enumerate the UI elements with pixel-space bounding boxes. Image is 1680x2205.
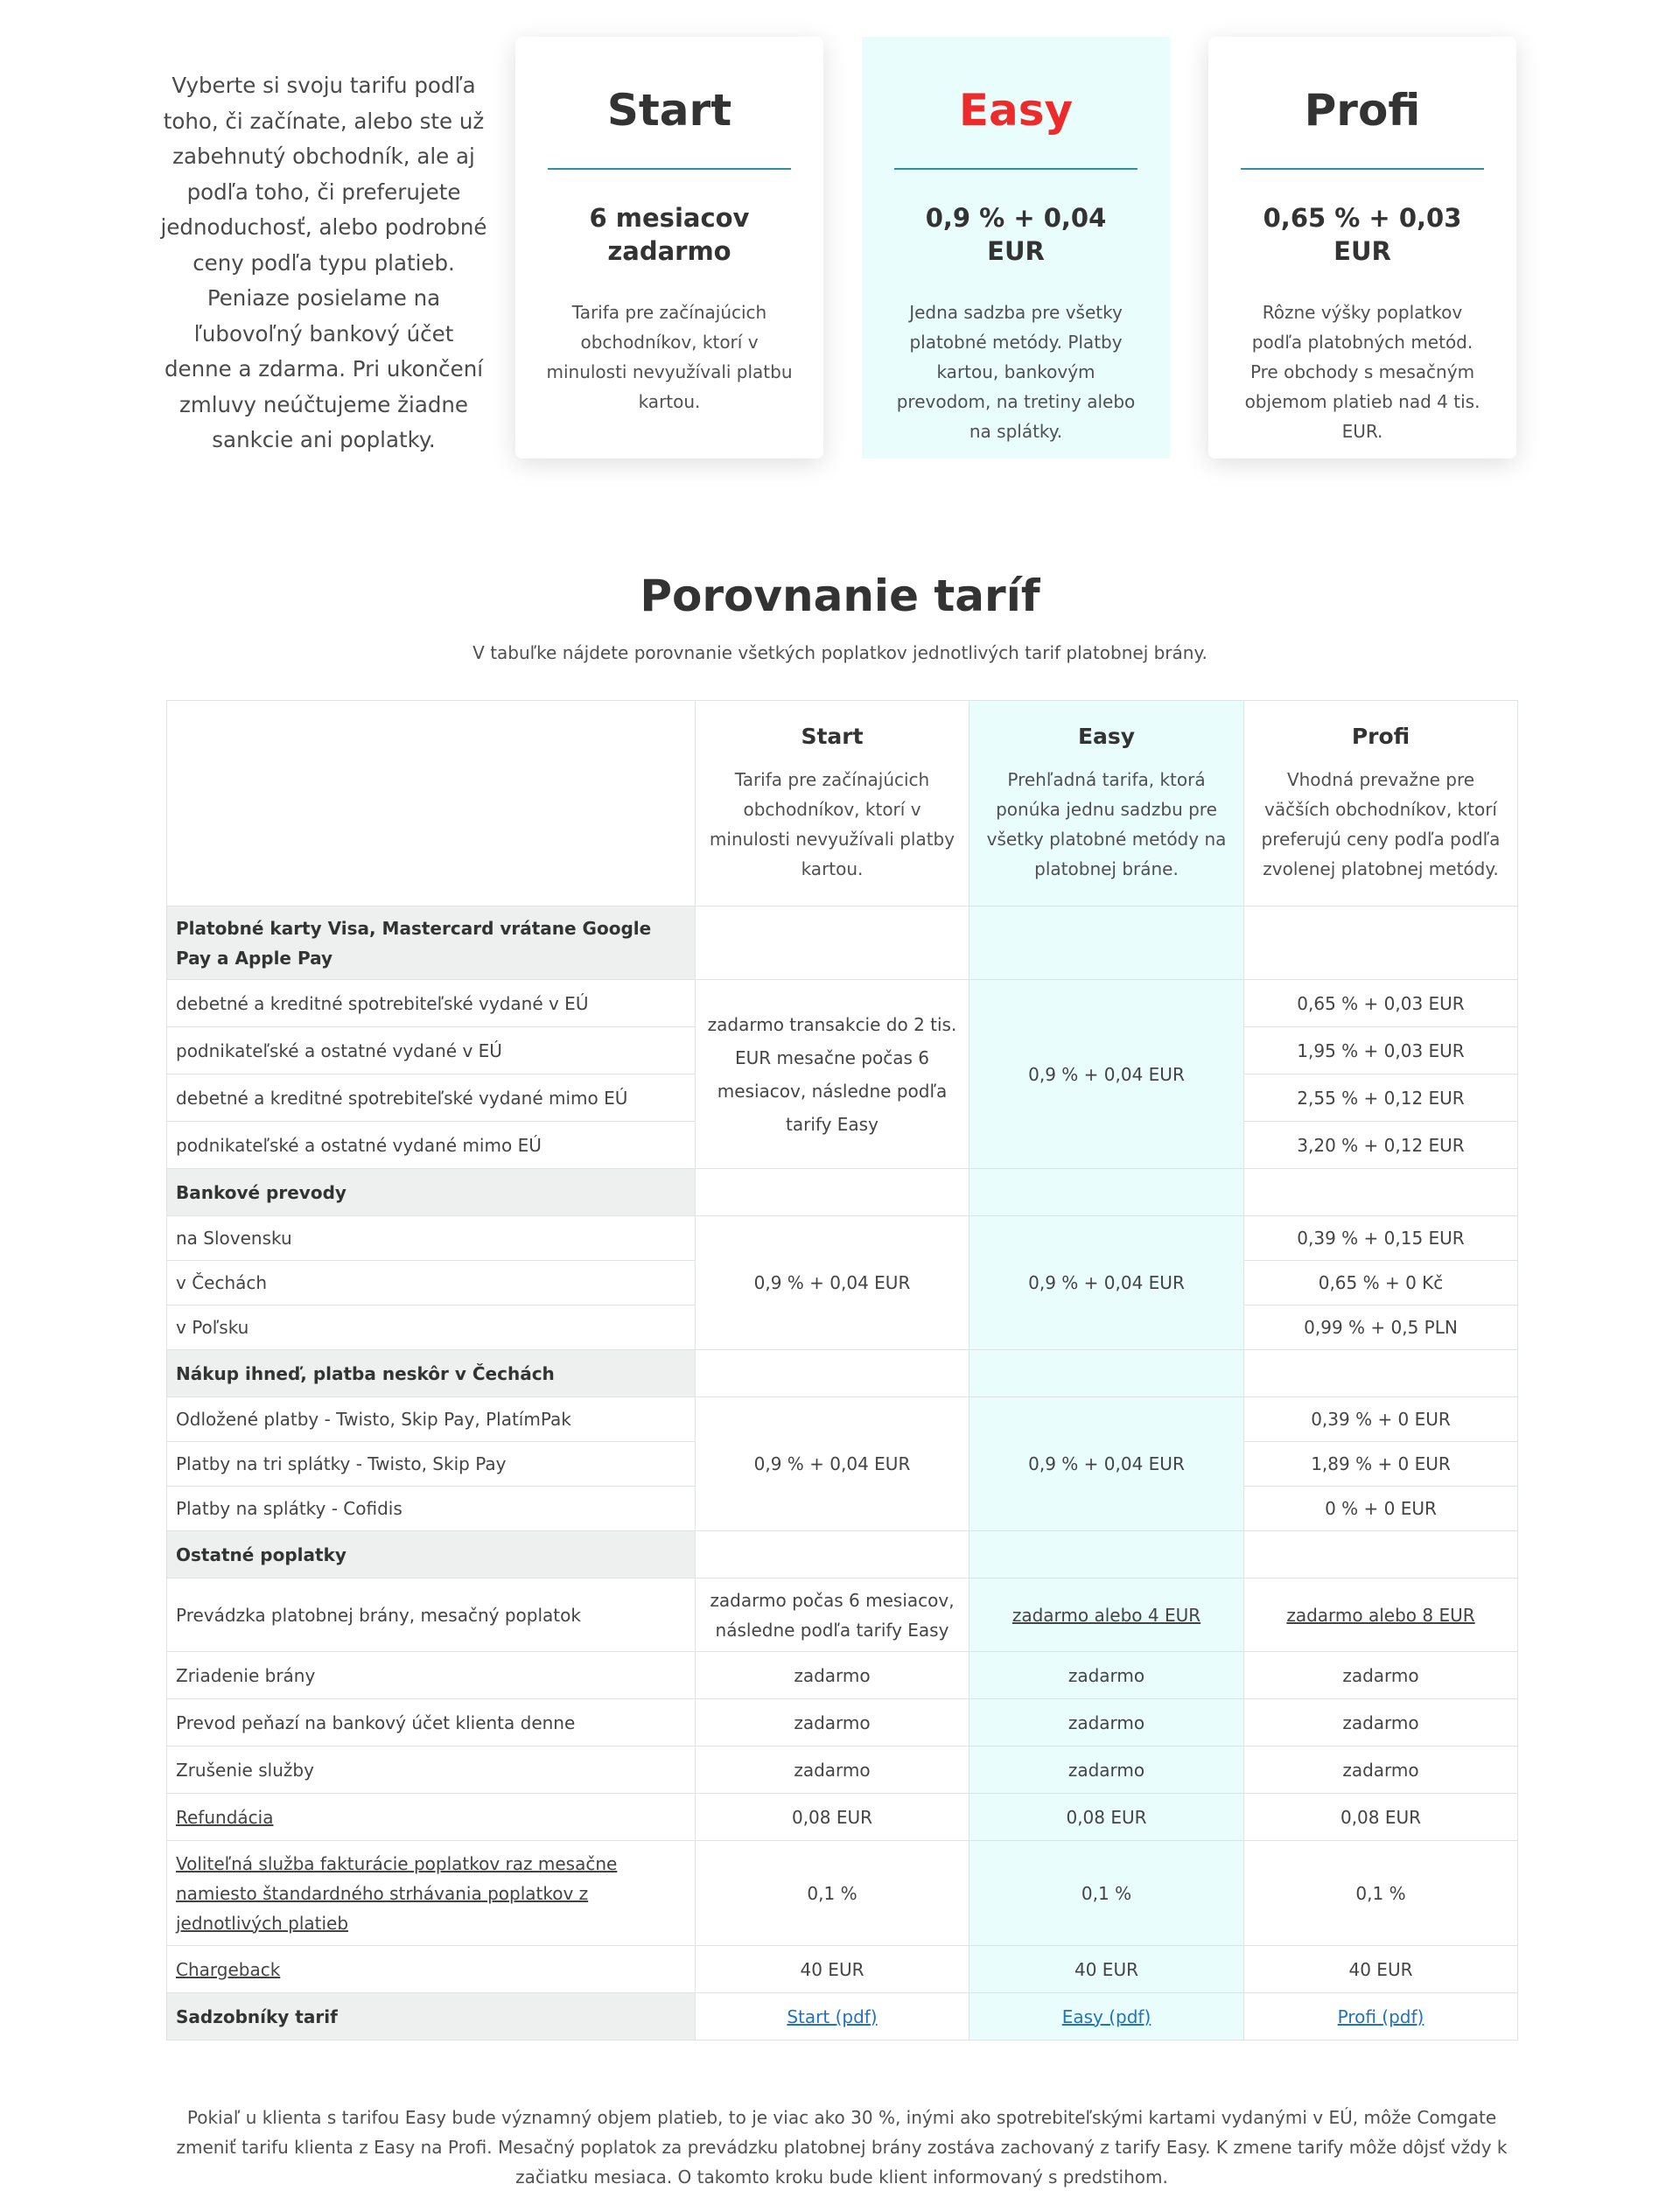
row-label: Prevádzka platobnej brány, mesačný poplatok (167, 1578, 696, 1652)
table-row (167, 1699, 1518, 1746)
profi-pdf-link[interactable]: Profi (pdf) (1337, 2006, 1424, 2027)
table-row (167, 1946, 1518, 1993)
header-easy (970, 701, 1244, 906)
card-title: Profi (1304, 85, 1421, 136)
pricelists-row (167, 1993, 1518, 2040)
footnote: Pokiaľ u klienta s tarifou Easy bude významný objem platieb, to je viac ako 30 %, inými ako spotrebiteľskými kartami vydanými v EÚ, môže Comgate zmeniť tarifu klienta z Easy na Profi. Mesačný poplatok za prevádzku platobnej brány zostáva zachovaný z tarify Easy. K zmene tarify môže dôjsť vždy k začiatku mesiaca. O takomto kroku bude klient informovaný s predstihom. (176, 2107, 1508, 2188)
start-value: zadarmo transakcie do 2 tis. EUR mesačne počas 6 mesiacov, následne podľa tarify Easy (696, 980, 970, 1169)
start-value: 0,1 % (696, 1841, 970, 1946)
profi-value: 0,65 % + 0,03 EUR (1244, 980, 1518, 1027)
profi-value: 0,65 % + 0 Kč (1244, 1261, 1518, 1306)
section-row-bank (167, 1169, 1518, 1216)
intro-text: Vyberte si svoju tarifu podľa toho, či začínate, alebo ste už zabehnutý obchodník, ale aj podľa toho, či preferujete jednoduchosť, alebo podrobné ceny podľa typu platieb. Peniaze posielame na ľubovoľný bankový účet denne a zdarma. Pri ukončení zmluvy neúčtujeme žiadne sankcie ani poplatky. (160, 73, 487, 452)
table-row (167, 1841, 1518, 1946)
start-value: 40 EUR (696, 1946, 970, 1993)
start-value: 0,9 % + 0,04 EUR (696, 1397, 970, 1531)
row-label (167, 1794, 696, 1841)
start-value: 0,9 % + 0,04 EUR (696, 1216, 970, 1350)
table-row (167, 980, 1518, 1027)
card-price: 0,65 % + 0,03 EUR (1263, 203, 1462, 266)
row-label: Zrušenie služby (167, 1746, 696, 1794)
profi-value: 0,1 % (1244, 1841, 1518, 1946)
table-row (167, 1652, 1518, 1699)
easy-value: 0,9 % + 0,04 EUR (970, 980, 1244, 1169)
card-description: Tarifa pre začínajúcich obchodníkov, ktorí v minulosti nevyužívali platbu kartou. (546, 302, 793, 412)
row-label: na Slovensku (167, 1216, 696, 1261)
profi-value: 0,39 % + 0 EUR (1244, 1397, 1518, 1442)
card-price: 6 mesiacov zadarmo (589, 203, 750, 266)
profi-monthly-fee-link[interactable]: zadarmo alebo 8 EUR (1286, 1604, 1475, 1626)
start-pdf-link[interactable]: Start (pdf) (787, 2006, 878, 2027)
profi-value: 0,08 EUR (1244, 1794, 1518, 1841)
easy-value: zadarmo (970, 1699, 1244, 1746)
profi-value (1244, 1578, 1518, 1652)
row-label: Zriadenie brány (167, 1652, 696, 1699)
card-divider (1241, 168, 1484, 170)
monthly-invoicing-link[interactable]: Voliteľná služba fakturácie poplatkov raz mesačne namiesto štandardného strhávania poplatkov z jednotlivých platieb (176, 1852, 618, 1934)
start-value: zadarmo (696, 1746, 970, 1794)
comparison-table (166, 700, 1518, 2040)
section-row-bnpl (167, 1350, 1518, 1397)
row-label: v Poľsku (167, 1306, 696, 1350)
card-divider (894, 168, 1138, 170)
chargeback-link[interactable]: Chargeback (176, 1958, 281, 1980)
row-label: Platby na tri splátky - Twisto, Skip Pay (167, 1442, 696, 1487)
easy-value: 0,9 % + 0,04 EUR (970, 1397, 1244, 1531)
easy-monthly-fee-link[interactable]: zadarmo alebo 4 EUR (1012, 1604, 1201, 1626)
section-row-other (167, 1531, 1518, 1578)
row-label: podnikateľské a ostatné vydané mimo EÚ (167, 1122, 696, 1169)
section-label: Sadzobníky tarif (167, 1993, 696, 2040)
row-label: Odložené platby - Twisto, Skip Pay, PlatímPak (167, 1397, 696, 1442)
column-title: Easy (1077, 723, 1136, 749)
column-title: Start (801, 723, 864, 749)
profi-value: zadarmo (1244, 1746, 1518, 1794)
row-label: v Čechách (167, 1261, 696, 1306)
row-label: Platby na splátky - Cofidis (167, 1487, 696, 1531)
tariff-card-profi[interactable] (1208, 37, 1516, 458)
start-value: zadarmo (696, 1652, 970, 1699)
profi-value: 1,95 % + 0,03 EUR (1244, 1027, 1518, 1074)
comparison-title: Porovnanie taríf (640, 570, 1040, 621)
card-price: 0,9 % + 0,04 EUR (925, 203, 1107, 266)
row-label: Prevod peňazí na bankový účet klienta denne (167, 1699, 696, 1746)
table-row (167, 1746, 1518, 1794)
card-title: Start (606, 85, 732, 136)
tariff-card-easy[interactable] (862, 37, 1170, 458)
column-description: Tarifa pre začínajúcich obchodníkov, ktorí v minulosti nevyužívali platby kartou. (709, 768, 956, 879)
profi-value: 0,99 % + 0,5 PLN (1244, 1306, 1518, 1350)
section-label: Nákup ihneď, platba neskôr v Čechách (167, 1350, 696, 1397)
profi-value: 1,89 % + 0 EUR (1244, 1442, 1518, 1487)
table-row (167, 1216, 1518, 1261)
refund-link[interactable]: Refundácia (176, 1806, 274, 1828)
card-title: Easy (958, 85, 1074, 136)
section-label: Ostatné poplatky (167, 1531, 696, 1578)
section-label: Platobné karty Visa, Mastercard vrátane Google Pay a Apple Pay (167, 906, 696, 980)
comparison-subtitle: V tabuľke nájdete porovnanie všetkých poplatkov jednotlivých tarif platobnej brány. (472, 642, 1208, 663)
profi-value: 3,20 % + 0,12 EUR (1244, 1122, 1518, 1169)
row-label: podnikateľské a ostatné vydané v EÚ (167, 1027, 696, 1074)
easy-value (970, 1578, 1244, 1652)
card-divider (548, 168, 791, 170)
easy-value: 0,1 % (970, 1841, 1244, 1946)
column-description: Prehľadná tarifa, ktorá ponúka jednu sadzbu pre všetky platobné metódy na platobnej bráne. (986, 768, 1227, 879)
header-empty-cell (167, 701, 696, 906)
section-row-cards (167, 906, 1518, 980)
easy-value: 40 EUR (970, 1946, 1244, 1993)
easy-value: 0,9 % + 0,04 EUR (970, 1216, 1244, 1350)
card-description: Jedna sadzba pre všetky platobné metódy. Platby kartou, bankovým prevodom, na tretiny alebo na splátky. (896, 302, 1136, 442)
profi-value: 2,55 % + 0,12 EUR (1244, 1074, 1518, 1122)
profi-value: 0,39 % + 0,15 EUR (1244, 1216, 1518, 1261)
start-value: zadarmo počas 6 mesiacov, následne podľa tarify Easy (696, 1578, 970, 1652)
row-label (167, 1946, 696, 1993)
easy-value: zadarmo (970, 1652, 1244, 1699)
start-value: zadarmo (696, 1699, 970, 1746)
column-title: Profi (1351, 723, 1410, 749)
row-label: debetné a kreditné spotrebiteľské vydané v EÚ (167, 980, 696, 1027)
profi-value: 40 EUR (1244, 1946, 1518, 1993)
table-header-row (167, 701, 1518, 906)
column-description: Vhodná prevažne pre väčších obchodníkov, ktorí preferujú ceny podľa podľa zvolenej platobnej metódy. (1261, 768, 1501, 879)
header-profi (1244, 701, 1518, 906)
easy-pdf-link[interactable]: Easy (pdf) (1061, 2006, 1152, 2027)
start-value: 0,08 EUR (696, 1794, 970, 1841)
header-start (696, 701, 970, 906)
table-row (167, 1794, 1518, 1841)
row-label: debetné a kreditné spotrebiteľské vydané mimo EÚ (167, 1074, 696, 1122)
profi-value: 0 % + 0 EUR (1244, 1487, 1518, 1531)
easy-value: 0,08 EUR (970, 1794, 1244, 1841)
easy-value: zadarmo (970, 1746, 1244, 1794)
table-row (167, 1397, 1518, 1442)
profi-value: zadarmo (1244, 1652, 1518, 1699)
row-label (167, 1841, 696, 1946)
profi-value: zadarmo (1244, 1699, 1518, 1746)
card-description: Rôzne výšky poplatkov podľa platobných metód. Pre obchody s mesačným objemom platieb nad 4 tis. EUR. (1244, 302, 1480, 442)
table-row (167, 1578, 1518, 1652)
tariff-card-start[interactable] (515, 37, 823, 458)
section-label: Bankové prevody (167, 1169, 696, 1216)
